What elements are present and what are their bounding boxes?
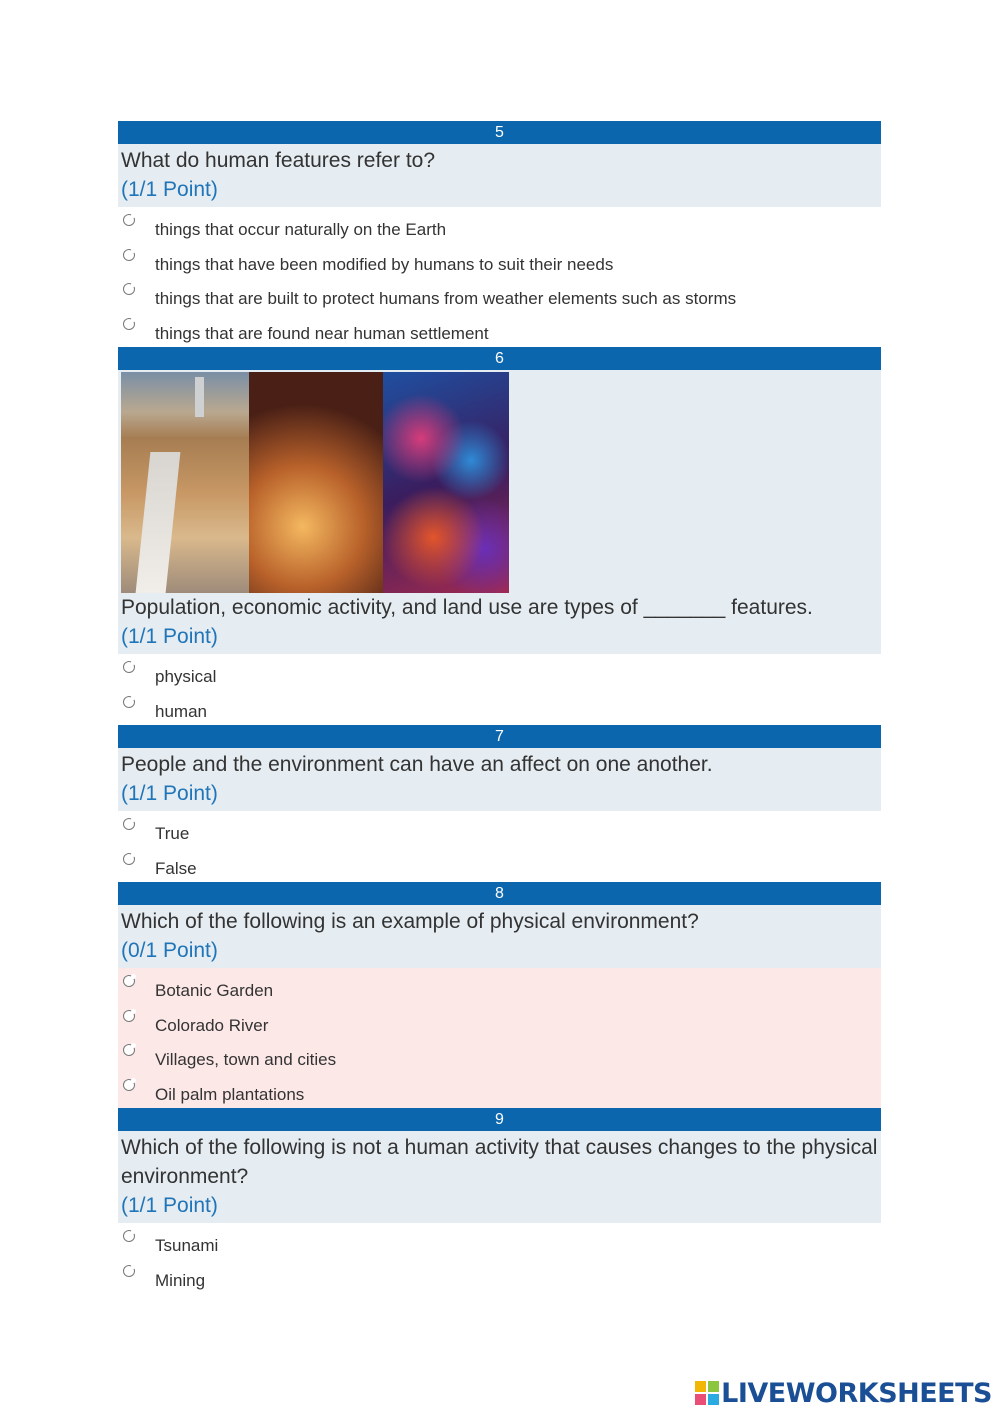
radio-button[interactable] (123, 696, 135, 708)
option-label: things that occur naturally on the Earth (155, 220, 447, 239)
quiz-container (118, 121, 881, 1294)
option[interactable] (118, 1074, 881, 1109)
option[interactable] (118, 1039, 881, 1074)
question-number: 6 (118, 347, 881, 370)
question-header (118, 370, 881, 654)
option-label: Colorado River (155, 1015, 269, 1035)
option-label: Oil palm plantations (155, 1084, 305, 1104)
city-lights-photo (249, 372, 383, 593)
question-header (118, 748, 881, 811)
radio-button[interactable] (123, 975, 135, 987)
radio-button[interactable] (123, 1010, 135, 1022)
option[interactable] (118, 970, 881, 1005)
options-list (118, 811, 881, 882)
option[interactable] (118, 1005, 881, 1040)
liveworksheets-logo (695, 1377, 992, 1409)
option[interactable] (118, 1260, 881, 1295)
logo-icon (695, 1381, 719, 1405)
radio-button[interactable] (123, 818, 135, 830)
question-8 (118, 882, 881, 1108)
option-label: True (155, 824, 190, 843)
radio-button[interactable] (123, 661, 135, 673)
option-label: physical (155, 667, 217, 686)
question-5 (118, 121, 881, 347)
option-label: human (155, 701, 207, 721)
question-points: (1/1 Point) (121, 178, 218, 201)
option-label: False (155, 858, 197, 878)
question-7 (118, 725, 881, 882)
logo-text: LIVEWORKSHEETS (721, 1377, 992, 1409)
option-label: Villages, town and cities (155, 1050, 337, 1069)
question-9 (118, 1108, 881, 1294)
question-header (118, 144, 881, 207)
option[interactable] (118, 209, 881, 244)
question-number: 8 (118, 882, 881, 905)
option[interactable] (118, 813, 881, 848)
radio-button[interactable] (123, 1230, 135, 1242)
question-number: 7 (118, 725, 881, 748)
radio-button[interactable] (123, 318, 135, 330)
option[interactable] (118, 656, 881, 691)
radio-button[interactable] (123, 853, 135, 865)
options-list (118, 1223, 881, 1294)
radio-button[interactable] (123, 283, 135, 295)
crowd-festival-photo (383, 372, 509, 593)
options-list-incorrect (118, 968, 881, 1108)
question-text: Which of the following is not a human activity that causes changes to the physical environment? (121, 1136, 878, 1188)
question-header (118, 905, 881, 968)
option[interactable] (118, 848, 881, 883)
question-header (118, 1131, 881, 1223)
question-points: (1/1 Point) (121, 625, 218, 648)
question-6 (118, 347, 881, 725)
question-text: Population, economic activity, and land use are types of _______ features. (121, 596, 813, 619)
radio-button[interactable] (123, 1265, 135, 1277)
option-label: things that are built to protect humans from weather elements such as storms (155, 289, 737, 308)
question-text: Which of the following is an example of physical environment? (121, 910, 699, 933)
radio-button[interactable] (123, 214, 135, 226)
option-label: things that have been modified by humans to suit their needs (155, 254, 614, 274)
option[interactable] (118, 313, 881, 348)
option-label: Botanic Garden (155, 981, 274, 1000)
option[interactable] (118, 278, 881, 313)
question-text: People and the environment can have an affect on one another. (121, 753, 713, 776)
options-list (118, 207, 881, 347)
farmland-photo (121, 372, 249, 593)
option[interactable] (118, 691, 881, 726)
radio-button[interactable] (123, 249, 135, 261)
question-image (121, 372, 878, 593)
option-label: things that are found near human settlement (155, 323, 489, 343)
option[interactable] (118, 244, 881, 279)
question-number: 9 (118, 1108, 881, 1131)
radio-button[interactable] (123, 1044, 135, 1056)
options-list (118, 654, 881, 725)
option-label: Tsunami (155, 1236, 219, 1255)
radio-button[interactable] (123, 1079, 135, 1091)
question-text: What do human features refer to? (121, 149, 436, 172)
option-label: Mining (155, 1270, 206, 1290)
question-number: 5 (118, 121, 881, 144)
question-points: (1/1 Point) (121, 782, 218, 805)
option[interactable] (118, 1225, 881, 1260)
question-points: (0/1 Point) (121, 939, 218, 962)
question-points: (1/1 Point) (121, 1194, 218, 1217)
